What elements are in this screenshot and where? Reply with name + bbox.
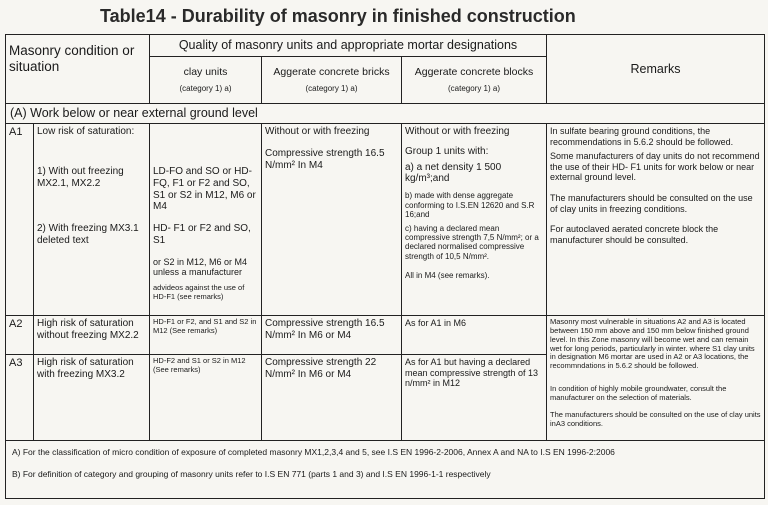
a2-bricks: Compressive strength 16.5 N/mm² In M6 or M4 <box>262 316 402 355</box>
a3-clay: HD-F2 and S1 or S2 in M12 (See remarks) <box>150 355 262 441</box>
a1-clay-1: LD-FO and SO or HD-FQ, F1 or F2 and SO, S1 or S2 in M12, M6 or M4 <box>153 166 256 213</box>
a2-clay: HD-F1 or F2, and S1 and S2 in M12 (See remarks) <box>150 316 262 355</box>
a1-blocks-4: b) made with dense aggregate conforming to I.S.EN 12620 and S.R 16;and <box>405 191 535 220</box>
a1-remarks <box>547 124 765 316</box>
footnote-b: B) For definition of category and grouping of masonry units refer to I.S EN 771 (parts 1 and 3) and I.S EN 1996-1-1 respectively <box>12 469 491 480</box>
header-blocks-category: (category 1) a) <box>447 84 501 94</box>
header-bricks-label: Aggerate concrete bricks <box>273 66 390 79</box>
section-a-heading: (A) Work below or near external ground level <box>6 104 765 124</box>
header-blocks <box>402 57 547 104</box>
row-code-a2: A2 <box>6 316 34 355</box>
row-code-a1: A1 <box>6 124 34 316</box>
header-blocks-label: Aggerate concrete blocks <box>414 66 534 79</box>
a1-condition-title: Low risk of saturation: <box>37 126 135 137</box>
footnotes <box>6 441 765 499</box>
a1-bricks <box>262 124 402 316</box>
header-bricks <box>262 57 402 104</box>
header-quality: Quality of masonry units and appropriate mortar designations <box>150 35 547 57</box>
a1-blocks <box>402 124 547 316</box>
header-remarks: Remarks <box>547 35 765 104</box>
a1-blocks-5: c) having a declared mean compressive strength 7,5 N/mm²; or a declared normalised compressive strength of 10,5 N/mm². <box>405 223 539 261</box>
a1-remark-3: The manufacturers should be consulted on the use of clay units in freezing conditions. <box>550 193 753 214</box>
a2-a3-remarks <box>547 316 765 441</box>
a23-remark-1: Masonry most vulnerable in situations A2 and A3 is located between 150 mm above and 150 mm below finished ground level. In this Zone masonry will become wet and can remain wet for long periods, particularly in winter. where S1 clay units in designation M6 mortar are used in A2 or A3 locations, the recommndations in 5.6.2 should be followed. <box>550 317 755 371</box>
row-code-a3: A3 <box>6 355 34 441</box>
a1-condition-2: 2) With freezing MX3.1 deleted text <box>37 223 139 247</box>
a23-remark-3: The manufacturers should be consulted on the use of clay units inA3 conditions. <box>550 409 761 428</box>
a2-condition: High risk of saturation without freezing MX2.2 <box>34 316 150 355</box>
a2-blocks: As for A1 in M6 <box>402 316 547 355</box>
a1-blocks-6: All in M4 (see remarks). <box>405 271 490 281</box>
footnote-a: A) For the classification of micro condition of exposure of completed masonry MX1,2,3,4 and 5, see I.S EN 1996-2-2006, Annex A and NA to I.S EN 1996-2:2006 <box>12 447 615 457</box>
a1-clay-3: or S2 in M12, M6 or M4 unless a manufacturer <box>153 256 248 278</box>
table-row <box>6 124 765 316</box>
a1-remark-2: Some manufacturers of day units do not recommend the use of their HD- F1 units for work below or near external ground level. <box>550 151 760 183</box>
header-clay-category: (category 1) a) <box>179 84 232 94</box>
a1-blocks-2: Group 1 units with: <box>405 145 489 157</box>
table-title: Table14 - Durability of masonry in finished construction <box>100 6 576 26</box>
a1-condition <box>34 124 150 316</box>
a1-blocks-1: Without or with freezing <box>405 126 510 137</box>
a3-condition: High risk of saturation with freezing MX3.2 <box>34 355 150 441</box>
a1-remark-4: For autoclaved aerated concrete block the manufacturer should be consulted. <box>550 224 719 245</box>
a1-clay-2: HD- F1 or F2 and SO, S1 <box>153 223 251 246</box>
a3-blocks: As for A1 but having a declared mean compressive strength of 13 n/mm² in M12 <box>402 355 547 441</box>
a1-blocks-3: a) a net density 1 500 kg/m³;and <box>405 161 502 185</box>
a1-remark-1: In sulfate bearing ground conditions, the recommendations in 5.6.2 should be followed. <box>550 126 734 147</box>
a3-bricks: Compressive strength 22 N/mm² In M6 or M4 <box>262 355 402 441</box>
header-condition: Masonry condition or situation <box>6 35 150 104</box>
a23-remark-2: In condition of highly mobile groundwater, consult the manufacturer on the selection of materials. <box>550 384 727 402</box>
a1-bricks-1: Without or with freezing <box>265 126 370 137</box>
header-clay <box>150 57 262 104</box>
durability-table <box>5 34 765 499</box>
a1-clay <box>150 124 262 316</box>
header-bricks-category: (category 1) a) <box>305 84 358 94</box>
table-row <box>6 316 765 355</box>
header-clay-label: clay units <box>183 66 228 79</box>
a1-clay-4: advideos against the use of HD-F1 (see remarks) <box>153 283 245 301</box>
a1-bricks-2: Compressive strength 16.5 N/mm² In M4 <box>265 147 385 171</box>
a1-condition-1: 1) With out freezing MX2.1, MX2.2 <box>37 165 124 189</box>
